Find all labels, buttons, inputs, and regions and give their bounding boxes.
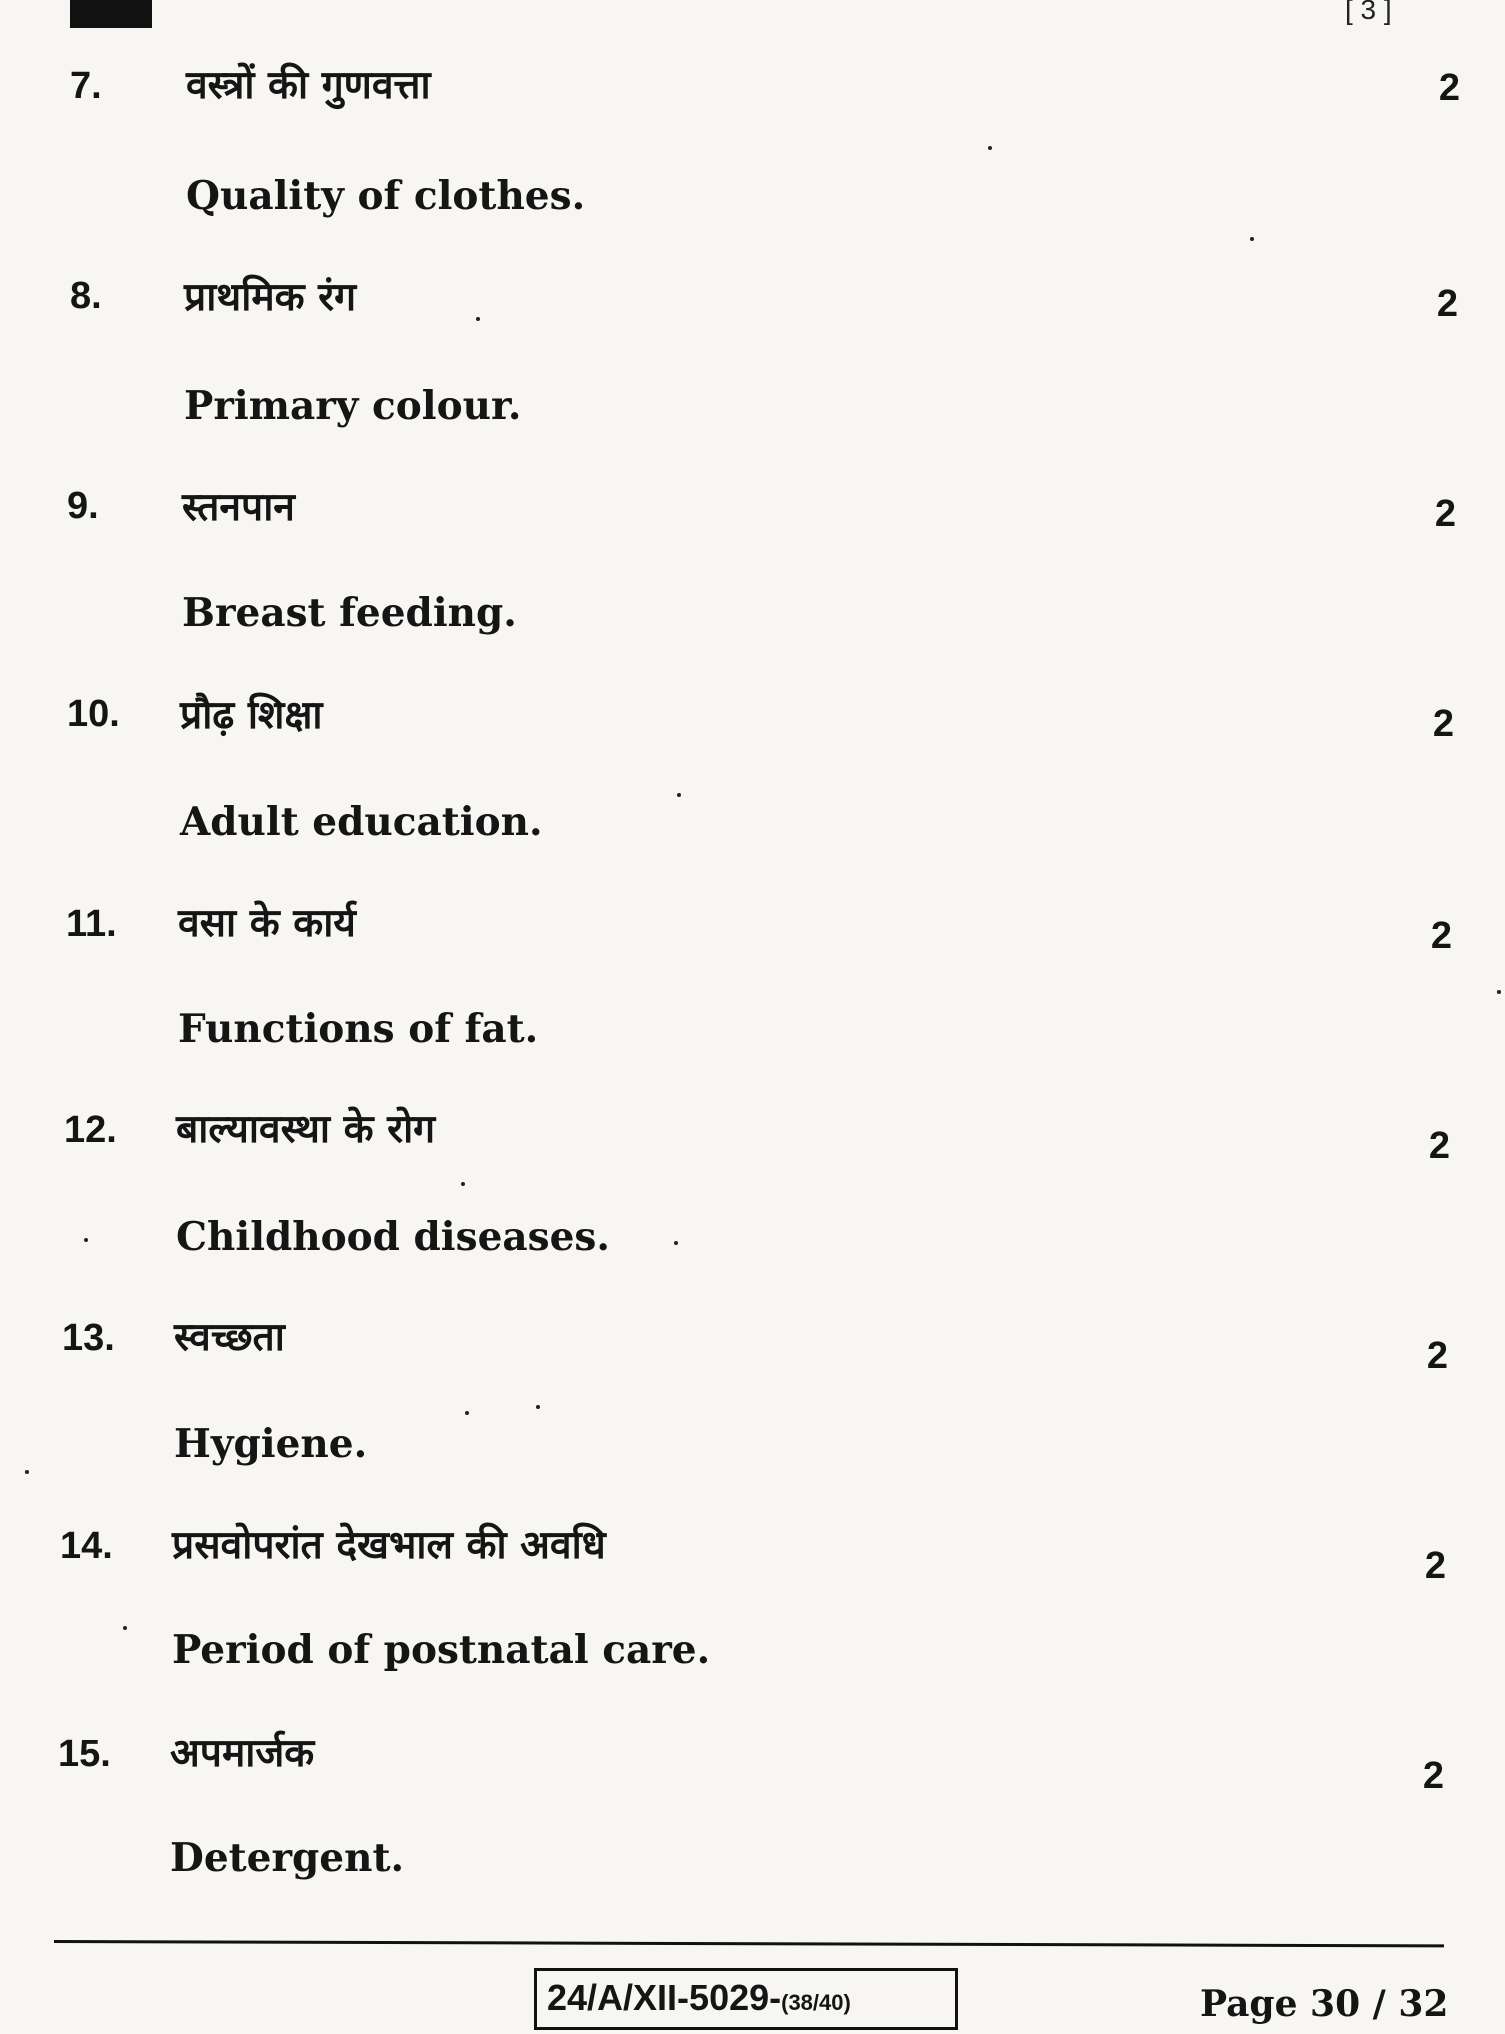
question-marks: 2 (1436, 283, 1458, 325)
question-number: 7. (70, 65, 102, 107)
question-hindi: प्रौढ़ शिक्षा (180, 693, 323, 738)
scan-speck (674, 1241, 678, 1245)
paper-code-suffix: (38/40) (781, 1990, 851, 2015)
question-number: 14. (60, 1525, 113, 1567)
question-hindi: प्रसवोपरांत देखभाल की अवधि (172, 1523, 606, 1568)
question-marks: 2 (1422, 1755, 1444, 1797)
scan-speck (25, 1470, 29, 1474)
question-hindi: वस्त्रों की गुणवत्ता (186, 63, 431, 108)
paper-code-box (534, 1968, 958, 2030)
question-english: Quality of clothes. (186, 173, 586, 219)
question-number: 11. (66, 903, 117, 945)
question-hindi: स्वच्छता (174, 1315, 285, 1360)
question-marks: 2 (1430, 915, 1452, 957)
question-marks: 2 (1438, 67, 1460, 109)
question-english: Childhood diseases. (176, 1214, 610, 1260)
question-hindi: अपमार्जक (170, 1731, 315, 1776)
scan-speck (536, 1405, 540, 1409)
question-english: Functions of fat. (178, 1006, 539, 1052)
scan-speck (1497, 990, 1501, 994)
question-marks: 2 (1434, 493, 1456, 535)
question-english: Detergent. (170, 1835, 405, 1881)
question-marks: 2 (1428, 1125, 1450, 1167)
page-number: Page 30 / 32 (1200, 1983, 1449, 2025)
question-english: Hygiene. (174, 1421, 368, 1467)
question-number: 10. (67, 693, 120, 735)
question-hindi: प्राथमिक रंग (184, 275, 357, 320)
question-number: 9. (67, 485, 99, 527)
question-number: 15. (58, 1733, 111, 1775)
scan-speck (1250, 237, 1254, 241)
question-english: Primary colour. (184, 383, 522, 429)
question-marks: 2 (1424, 1545, 1446, 1587)
top-right-fragment: [ 3 ] (1345, 0, 1392, 25)
question-hindi: वसा के कार्य (178, 901, 356, 946)
footer-rule (54, 1940, 1444, 1947)
scan-speck (461, 1182, 465, 1186)
question-number: 13. (62, 1317, 115, 1359)
scan-speck (465, 1411, 469, 1415)
question-number: 12. (64, 1109, 117, 1151)
question-marks: 2 (1426, 1335, 1448, 1377)
question-english: Period of postnatal care. (172, 1627, 711, 1673)
scan-speck (988, 146, 992, 150)
question-hindi: बाल्यावस्था के रोग (176, 1107, 436, 1152)
question-marks: 2 (1432, 703, 1454, 745)
question-english: Adult education. (180, 799, 543, 845)
scan-speck (84, 1238, 88, 1242)
question-number: 8. (70, 275, 102, 317)
scan-speck (476, 317, 480, 321)
scan-speck (677, 793, 681, 797)
question-english: Breast feeding. (182, 590, 517, 636)
paper-code: 24/A/XII-5029- (547, 1977, 782, 2018)
scan-speck (123, 1626, 127, 1630)
question-hindi: स्तनपान (182, 485, 295, 530)
